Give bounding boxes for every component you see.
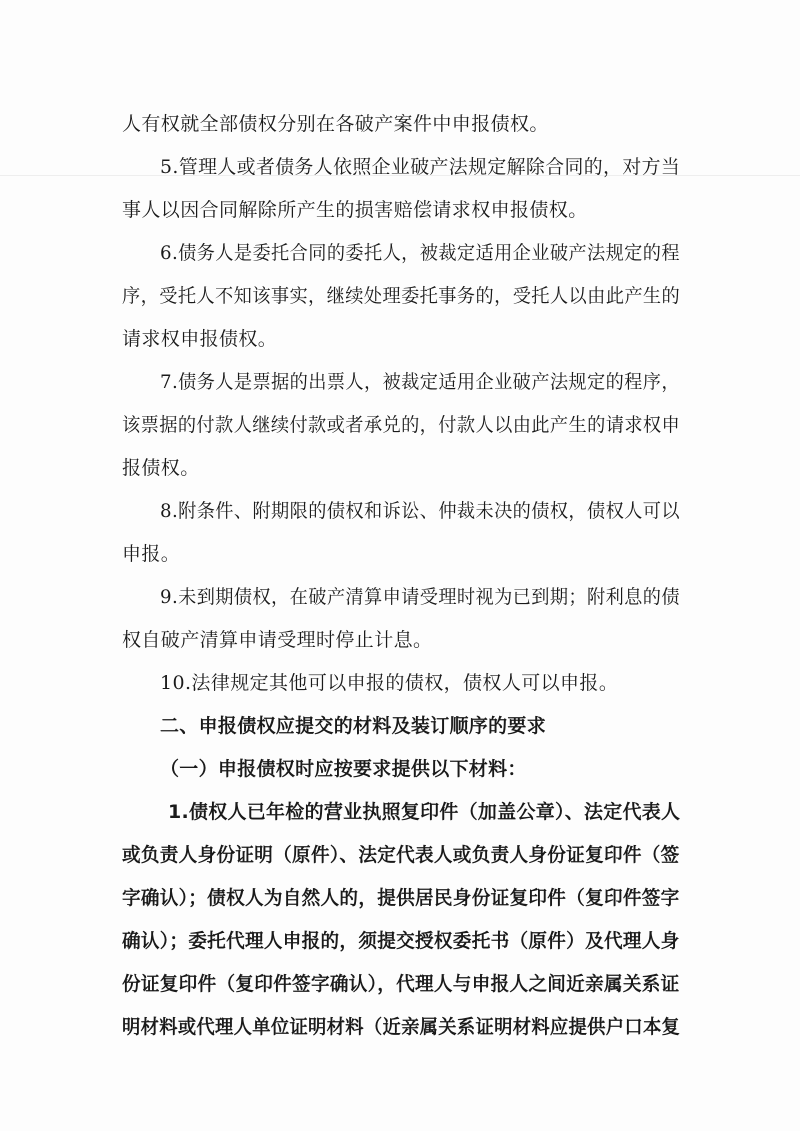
materials-line-2: 或负责人身份证明（原件）、法定代表人或负责人身份证复印件（签 [122, 844, 680, 866]
materials-line-5: 份证复印件（复印件签字确认），代理人与申报人之间近亲属关系证 [122, 973, 680, 995]
materials-line-6: 明材料或代理人单位证明材料（近亲属关系证明材料应提供户口本复 [122, 1016, 681, 1038]
text-line-item8-b: 申报。 [122, 543, 181, 565]
text-line-item10: 10.法律规定其他可以申报的债权，债权人可以申报。 [160, 672, 619, 694]
text-line-item8-a: 8.附条件、附期限的债权和诉讼、仲裁未决的债权，债权人可以 [160, 500, 680, 522]
text-line-item6-a: 6.债务人是委托合同的委托人，被裁定适用企业破产法规定的程 [160, 242, 680, 264]
text-line-item7-a: 7.债务人是票据的出票人，被裁定适用企业破产法规定的程序， [160, 371, 680, 393]
text-line-item6-c: 请求权申报债权。 [122, 328, 278, 350]
text-line-item5-a: 5.管理人或者债务人依照企业破产法规定解除合同的，对方当 [160, 156, 681, 178]
text-line-item6-b: 序，受托人不知该事实，继续处理委托事务的，受托人以由此产生的 [122, 285, 681, 307]
materials-line-1: 1.债权人已年检的营业执照复印件（加盖公章）、法定代表人 [168, 801, 681, 823]
section-heading-2: 二、申报债权应提交的材料及装订顺序的要求 [160, 715, 547, 737]
materials-line-4: 确认）；委托代理人申报的，须提交授权委托书（原件）及代理人身 [122, 930, 680, 952]
text-line-item9-b: 权自破产清算申请受理时停止计息。 [122, 629, 433, 651]
subsection-heading-1: （一）申报债权时应按要求提供以下材料： [160, 758, 527, 780]
materials-line-3: 字确认）；债权人为自然人的，提供居民身份证复印件（复印件签字 [122, 887, 680, 909]
text-line-item7-b: 该票据的付款人继续付款或者承兑的，付款人以由此产生的请求权申 [122, 414, 681, 436]
text-line-item5-b: 事人以因合同解除所产生的损害赔偿请求权申报债权。 [122, 199, 588, 221]
text-line-1: 人有权就全部债权分别在各破产案件中申报债权。 [122, 113, 549, 135]
text-line-item9-a: 9.未到期债权，在破产清算申请受理时视为已到期；附利息的债 [160, 586, 680, 608]
text-line-item7-c: 报债权。 [122, 457, 200, 479]
